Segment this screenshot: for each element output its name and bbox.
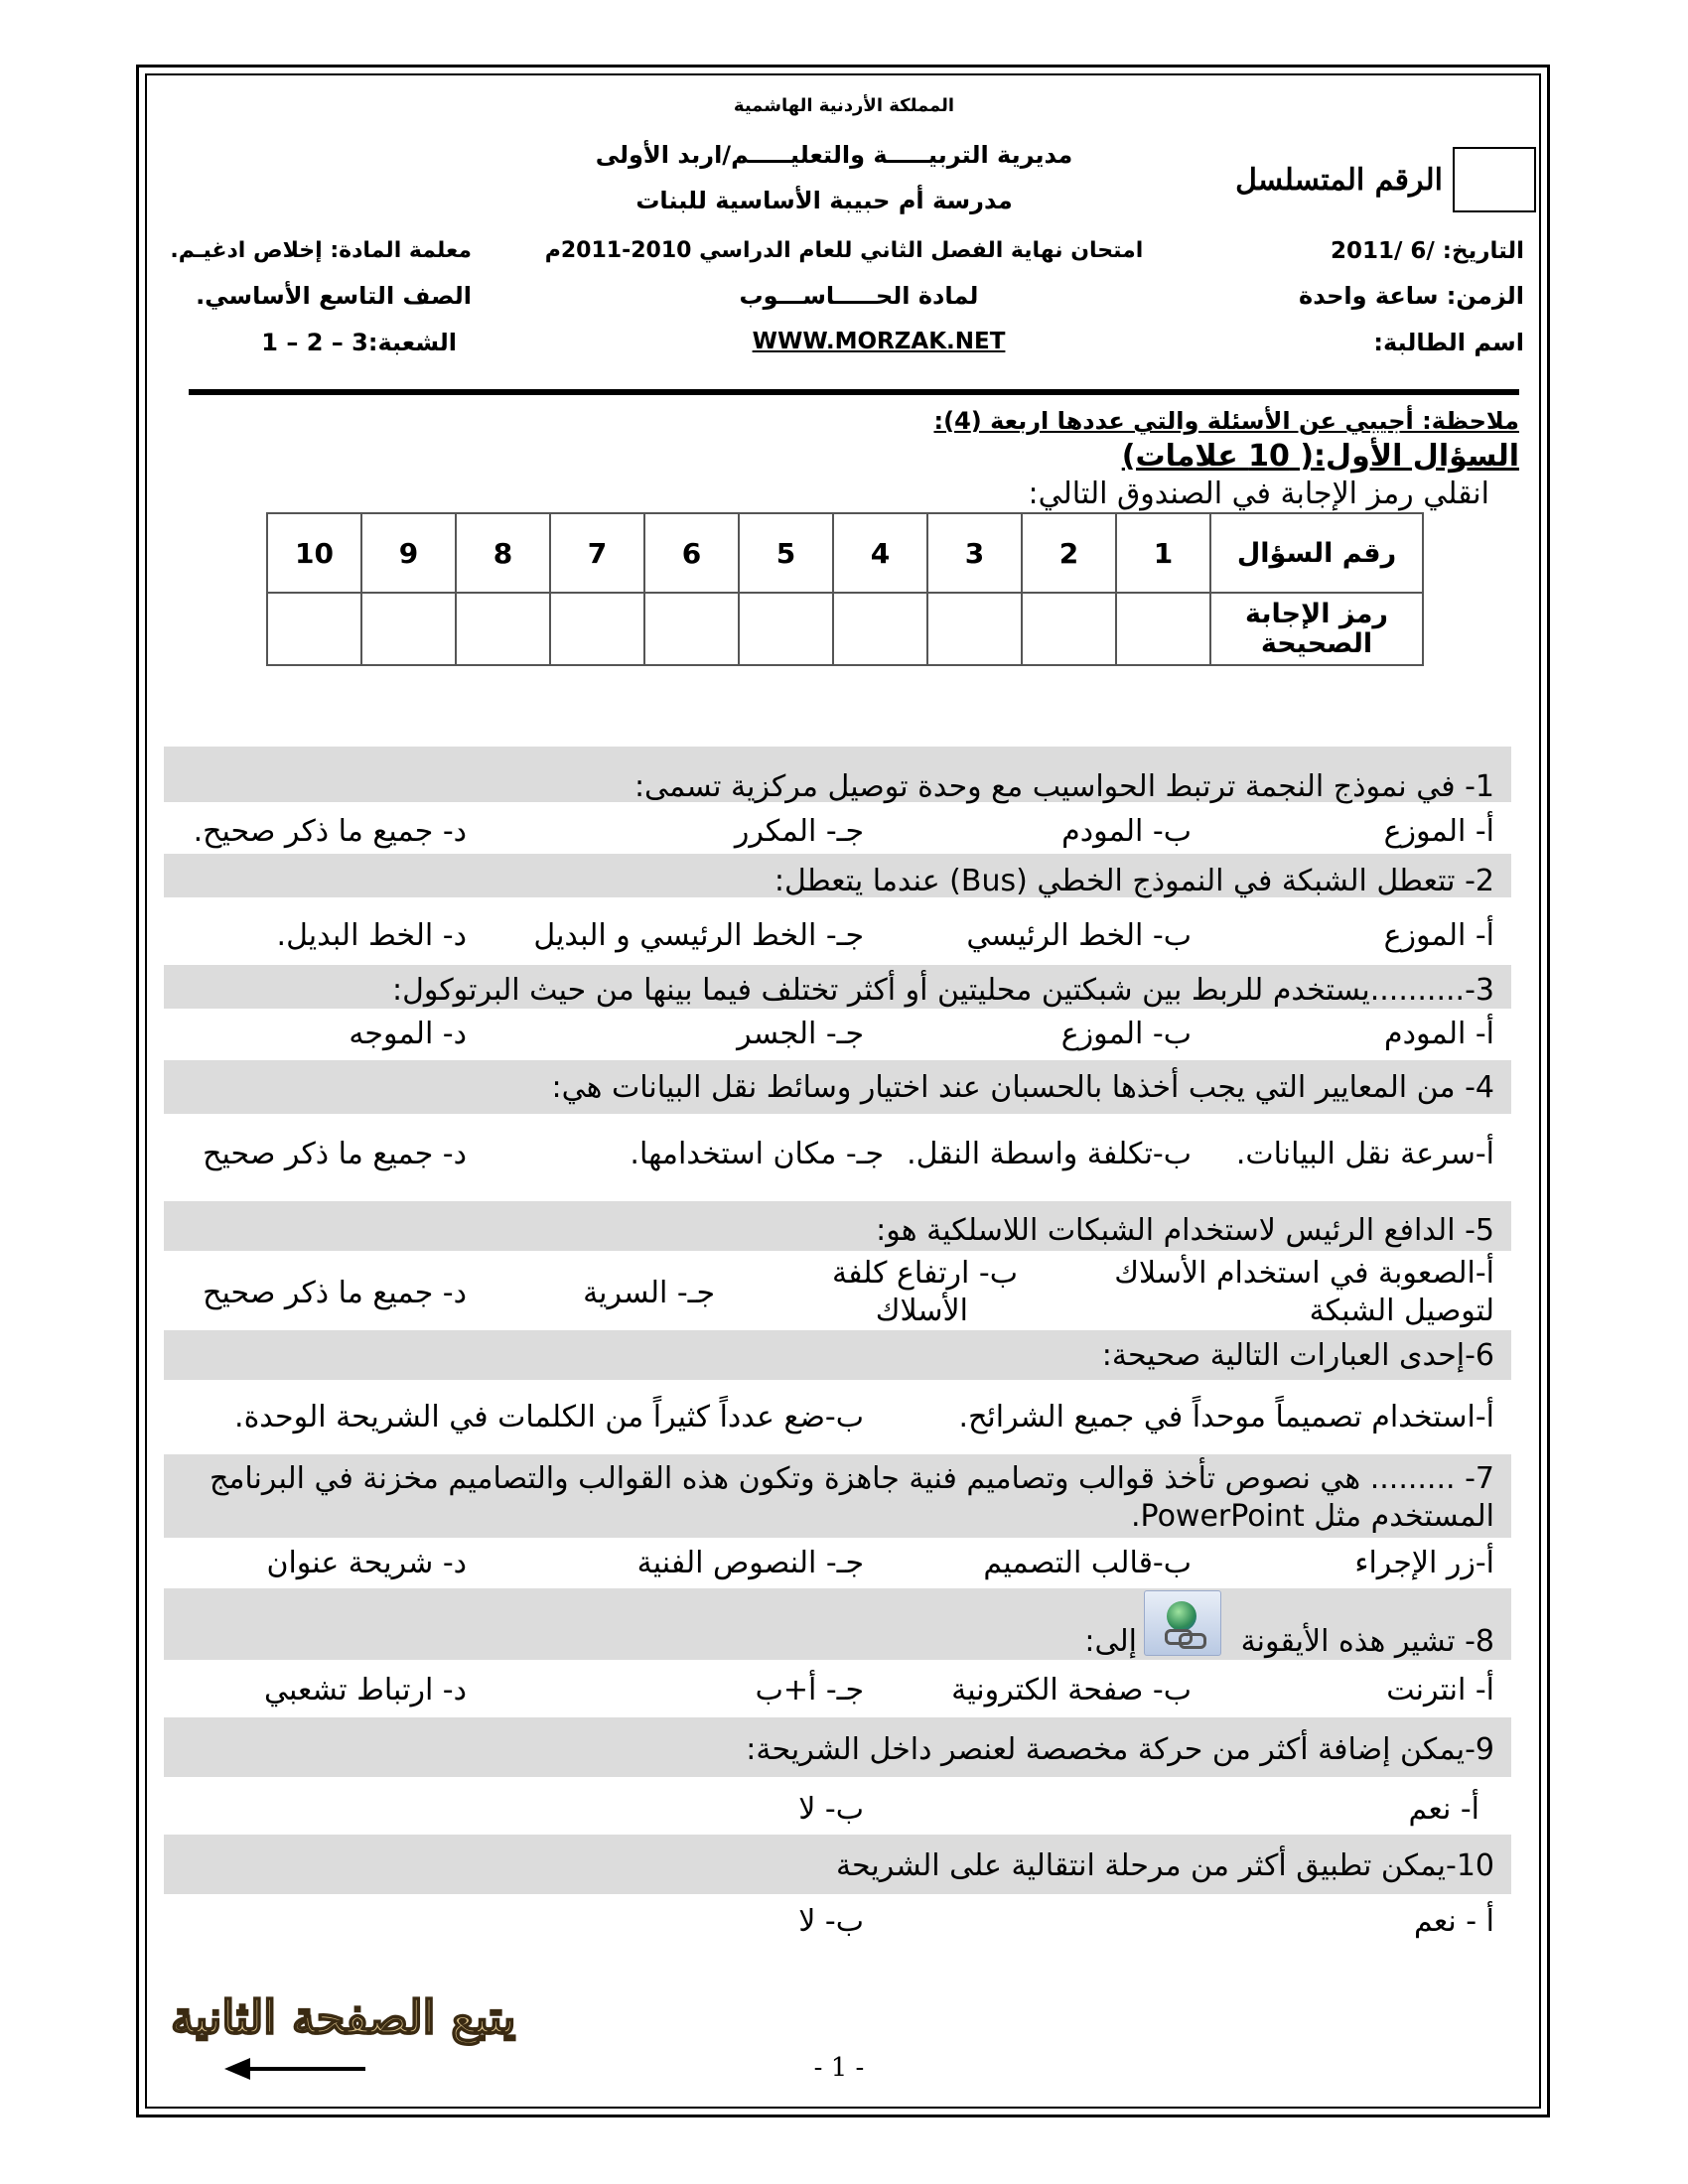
q8-option-a[interactable]: أ- انترنت [1386, 1673, 1494, 1707]
table-instruction: انقلي رمز الإجابة في الصندوق التالي: [1028, 477, 1489, 511]
q7-option-d[interactable]: د- شريحة عنوان [266, 1546, 467, 1580]
q7-option-a[interactable]: أ-زر الإجراء [1354, 1546, 1494, 1580]
q3-option-b[interactable]: ب- الموزع [1060, 1017, 1192, 1051]
answer-cell[interactable] [739, 593, 833, 665]
header-divider [189, 389, 1519, 395]
q5-option-c[interactable]: جـ- السرية [583, 1276, 715, 1310]
exam-title: امتحان نهاية الفصل الثاني للعام الدراسي 2010-2011م [544, 238, 1144, 263]
q5-option-b[interactable]: ب- ارتفاع كلفة [831, 1256, 1018, 1291]
q7-option-c[interactable]: جـ- النصوص الفنية [636, 1546, 864, 1580]
q3-option-c[interactable]: جـ- الجسر [737, 1017, 864, 1051]
page-number: - 1 - [813, 2053, 865, 2083]
question-one-title: السؤال الأول:( 10 علامات) [1121, 439, 1519, 474]
left-arrow-head-icon [224, 2058, 250, 2080]
question-5: 5- الدافع الرئيس لاستخدام الشبكات اللاسلكية هو: [876, 1213, 1494, 1248]
question-number-cell: 6 [644, 513, 739, 593]
q3-option-a[interactable]: أ- المودم [1384, 1017, 1494, 1051]
q2-option-c[interactable]: جـ- الخط الرئيسي و البديل [533, 918, 864, 953]
q4-option-d[interactable]: د- جميع ما ذكر صحيح [203, 1137, 467, 1171]
answer-cell[interactable] [456, 593, 550, 665]
left-arrow-icon [248, 2067, 365, 2071]
question-10: 10-يمكن تطبيق أكثر من مرحلة انتقالية على الشريحة [835, 1848, 1494, 1883]
q8-option-b[interactable]: ب- صفحة الكترونية [951, 1673, 1192, 1707]
q5-option-d[interactable]: د- جميع ما ذكر صحيح [203, 1276, 467, 1310]
question-7: 7- ......... هي نصوص تأخذ قوالب وتصاميم فنية جاهزة وتكون هذه القوالب والتصاميم مخزنة في البرنامج [209, 1461, 1494, 1496]
question-number-cell: 10 [267, 513, 361, 593]
school-title: مدرسة أم حبيبة الأساسية للبنات [635, 187, 1013, 214]
student-name-label[interactable]: اسم الطالبة: [1373, 329, 1524, 356]
q1-option-c[interactable]: جـ- المكرر [734, 814, 864, 849]
kingdom-title: المملكة الأردنية الهاشمية [733, 95, 955, 116]
question-number-header: رقم السؤال [1210, 513, 1423, 593]
directorate-title: مديرية التربيـــــة والتعليـــــم/اربد الأولى [595, 141, 1073, 169]
q3-option-d[interactable]: د- الموجه [349, 1017, 467, 1051]
q7-option-b[interactable]: ب-قالب التصميم [983, 1546, 1192, 1580]
q4-option-c[interactable]: جـ- مكان استخدامها. [630, 1137, 884, 1171]
answer-cell[interactable] [361, 593, 456, 665]
q4-option-a[interactable]: أ-سرعة نقل البيانات. [1235, 1137, 1494, 1171]
answer-cell[interactable] [550, 593, 644, 665]
answer-cell[interactable] [267, 593, 361, 665]
serial-label: الرقم المتسلسل [1235, 163, 1443, 198]
q1-option-d[interactable]: د- جميع ما ذكر صحيح. [193, 814, 467, 849]
exam-note: ملاحظة: أجيبي عن الأسئلة والتي عددها اربعة (4): [933, 407, 1519, 435]
question-3: 3-..........يستخدم للربط بين شبكتين محليتين أو أكثر تختلف فيما بينها من حيث البرتوكول: [392, 973, 1494, 1008]
q2-option-a[interactable]: أ- الموزع [1383, 918, 1494, 953]
question-number-cell: 4 [833, 513, 927, 593]
question-number-cell: 7 [550, 513, 644, 593]
question-9: 9-يمكن إضافة أكثر من حركة مخصصة لعنصر داخل الشريحة: [746, 1732, 1494, 1767]
question-number-cell: 8 [456, 513, 550, 593]
question-4: 4- من المعايير التي يجب أخذها بالحسبان عند اختيار وسائط نقل البيانات هي: [551, 1070, 1494, 1105]
q4-option-b[interactable]: ب-تكلفة واسطة النقل. [907, 1137, 1192, 1171]
question-number-cell: 2 [1022, 513, 1116, 593]
q6-option-a[interactable]: أ-استخدام تصميماً موحداً في جميع الشرائح. [958, 1400, 1494, 1434]
q5-option-a-cont[interactable]: لتوصيل الشبكة [1309, 1294, 1494, 1328]
subject-title: لمادة الحـــــاســـوب [739, 282, 979, 310]
answer-cell[interactable] [833, 593, 927, 665]
question-1: 1- في نموذج النجمة ترتبط الحواسيب مع وحدة توصيل مركزية تسمى: [633, 769, 1494, 804]
q10-option-b[interactable]: ب- لا [798, 1904, 864, 1939]
answer-cell[interactable] [1022, 593, 1116, 665]
q1-option-b[interactable]: ب- المودم [1061, 814, 1192, 849]
q6-option-b[interactable]: ب-ضع عدداً كثيراً من الكلمات في الشريحة الوحدة. [234, 1400, 864, 1434]
answer-cell[interactable] [927, 593, 1022, 665]
q10-option-a[interactable]: أ - نعم [1413, 1904, 1494, 1939]
next-page-label: يتبع الصفحة الثانية [171, 1990, 516, 2044]
section-label: الشعبة:3 – 2 – 1 [261, 329, 457, 356]
serial-number-box[interactable] [1453, 147, 1536, 212]
q5-option-b-cont[interactable]: الأسلاك [875, 1294, 968, 1328]
q2-option-d[interactable]: د- الخط البديل. [276, 918, 467, 953]
q1-option-a[interactable]: أ- الموزع [1383, 814, 1494, 849]
question-8: 8- تشير هذه الأيقونة [1240, 1624, 1494, 1659]
question-number-cell: 3 [927, 513, 1022, 593]
question-number-cell: 9 [361, 513, 456, 593]
q2-option-b[interactable]: ب- الخط الرئيسي [966, 918, 1192, 953]
question-7-cont: المستخدم مثل PowerPoint. [1131, 1499, 1494, 1534]
question-2: 2- تتعطل الشبكة في النموذج الخطي (Bus) عندما يتعطل: [774, 864, 1494, 898]
website-link[interactable]: WWW.MORZAK.NET [752, 329, 1006, 354]
question-8-end: إلى: [1084, 1624, 1137, 1659]
answer-symbol-header: رمز الإجابة الصحيحة [1210, 593, 1423, 665]
q9-option-b[interactable]: ب- لا [798, 1792, 864, 1827]
answer-table [266, 512, 1424, 666]
exam-time: الزمن: ساعة واحدة [1299, 282, 1524, 310]
question-number-cell: 5 [739, 513, 833, 593]
grade-label: الصف التاسع الأساسي. [196, 282, 472, 310]
teacher-name: معلمة المادة: إخلاص ادغيـم. [170, 238, 472, 263]
q5-option-a[interactable]: أ-الصعوبة في استخدام الأسلاك [1114, 1256, 1494, 1291]
q9-option-a[interactable]: أ- نعم [1408, 1792, 1479, 1827]
exam-date: التاريخ: /6 /2011 [1330, 238, 1524, 264]
answer-cell[interactable] [1116, 593, 1210, 665]
hyperlink-globe-icon [1144, 1590, 1221, 1656]
q8-option-d[interactable]: د- ارتباط تشعبي [263, 1673, 467, 1707]
question-6: 6-إحدى العبارات التالية صحيحة: [1101, 1338, 1494, 1373]
answer-cell[interactable] [644, 593, 739, 665]
q8-option-c[interactable]: جـ- أ+ب [755, 1673, 864, 1707]
question-number-cell: 1 [1116, 513, 1210, 593]
